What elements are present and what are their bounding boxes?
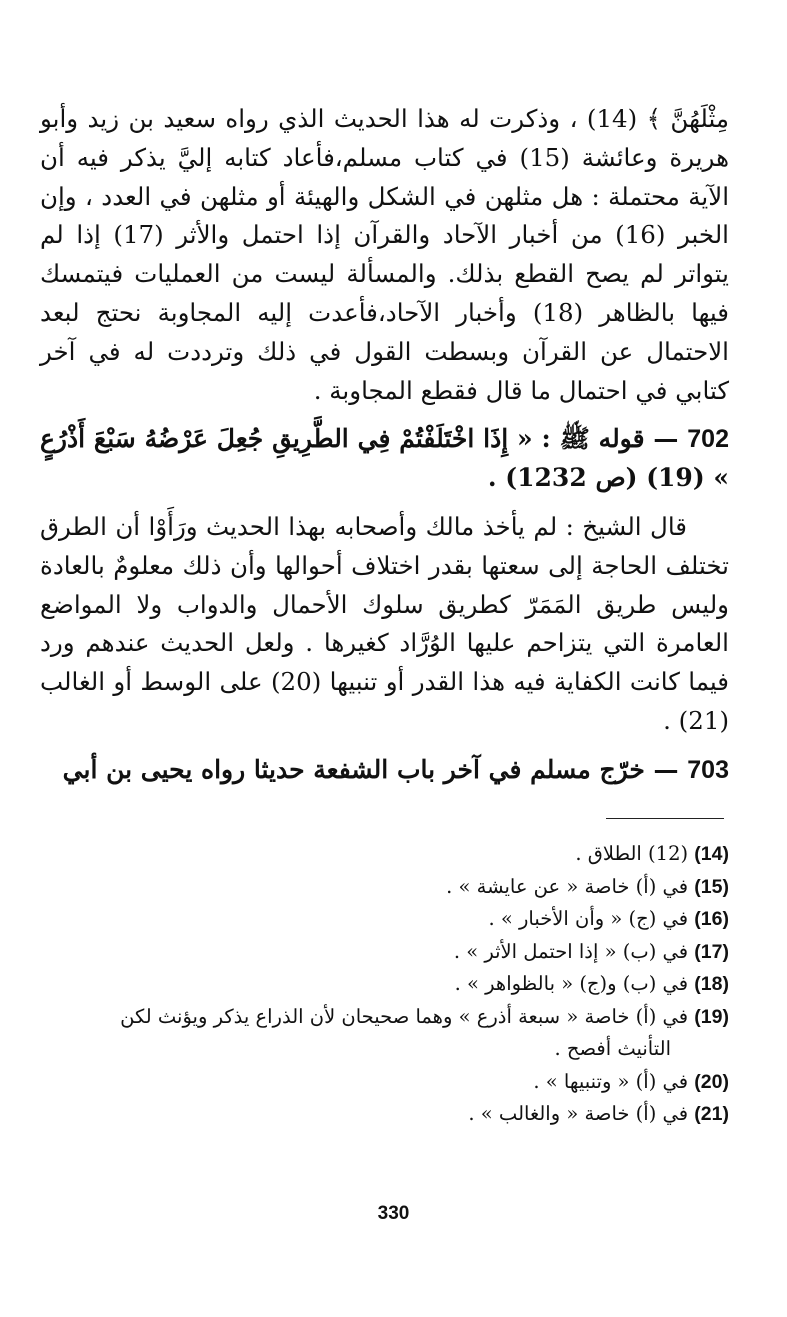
footnotes	[36, 838, 729, 1131]
footnote-text: في (أ) « وتنبيها » .	[533, 1069, 689, 1093]
footnote-19	[36, 1001, 729, 1066]
footnote-text: في (ب) « إذا احتمل الأثر » .	[453, 939, 689, 963]
entry-number-702: 702	[687, 425, 729, 454]
entry-number-703: 703	[687, 755, 729, 784]
footnote-text: في (أ) خاصة « والغالب » .	[468, 1102, 689, 1125]
paragraph-702-text: — قوله ﷺ : « إِذَا اخْتَلَفْتُمْ فِي الطَّرِيقِ جُعِلَ عَرْضُهُ سَبْعَ أَذْرُعٍ » (19) (ص 1232) .	[40, 424, 729, 493]
footnote-14	[36, 838, 729, 871]
paragraph-1	[40, 100, 729, 410]
footnote-text: في (أ) خاصة « عن عايشة » .	[446, 874, 689, 898]
footnote-number: (14)	[694, 843, 729, 865]
footnote-number: (20)	[694, 1070, 729, 1093]
footnote-separator	[606, 818, 724, 819]
footnote-20	[36, 1066, 729, 1099]
paragraph-702	[40, 420, 729, 498]
page-number: 330	[377, 1203, 410, 1224]
footnote-number: (19)	[694, 1005, 729, 1028]
footnote-15	[36, 871, 729, 904]
footnote-18	[36, 968, 729, 1001]
footnote-number: (18)	[694, 973, 729, 995]
footnote-text: (12) الطلاق .	[575, 842, 689, 865]
footnote-text: في (ب) و(ج) « بالظواهر » .	[454, 972, 689, 995]
paragraph-commentary-text: قال الشيخ : لم يأخذ مالك وأصحابه بهذا الحديث ورَأَوْا أن الطرق تختلف الحاجة إلى سعتها بقدر اختلاف أحوالها وأن ذلك معلومٌ بالعادة وليس طريق المَمَرّ كطريق سلوك الأحمال والدواب ولا المواضع العامرة التي يتزاحم عليها الوُرَّاد كغيرها . ولعل الحديث عندهم ورد فيما كانت الكفاية فيه هذا القدر أو تنبيها (20) على الوسط أو الغالب (21) .	[40, 511, 729, 735]
footnote-text: في (ج) « وأن الأخبار » .	[488, 907, 689, 930]
footnote-16	[36, 903, 729, 936]
footnote-number: (15)	[694, 875, 729, 898]
main-text	[40, 100, 729, 800]
footnote-continuation: التأنيث أفصح .	[554, 1037, 671, 1060]
footnote-number: (17)	[694, 940, 729, 963]
paragraph-commentary	[40, 508, 729, 741]
paragraph-703-text: — خرّج مسلم في آخر باب الشفعة حديثا رواه يحيى بن أبي	[62, 754, 679, 784]
paragraph-703	[40, 751, 729, 790]
footnote-number: (21)	[694, 1103, 729, 1125]
footnote-21	[36, 1098, 729, 1131]
footnote-17	[36, 936, 729, 969]
footnote-text: في (أ) خاصة « سبعة أذرع » وهما صحيحان لأن الذراع يذكر ويؤنث لكن	[120, 1004, 689, 1028]
paragraph-1-text: مِثْلَهُنَّ ﴾ (14) ، وذكرت له هذا الحديث الذي رواه سعيد بن زيد وأبو هريرة وعائشة (15) في كتاب مسلم،فأعاد كتابه إليَّ يذكر فيه أن الآية محتملة : هل مثلهن في الشكل والهيئة أو مثلهن في العدد ، وإن الخبر (16) من أخبار الآحاد والقرآن إذا احتمل والأثر (17) إذا لم يتواتر لم يصح القطع بذلك. والمسألة ليست من العمليات فيتمسك فيها بالظاهر (18) وأخبار الآحاد،فأعدت إليه المجاوبة نحتج لبعد الاحتمال عن القرآن وبسطت القول في ذلك وترددت له في آخر كتابي في احتمال ما قال فقطع المجاوبة .	[40, 104, 729, 405]
footnote-number: (16)	[694, 908, 729, 930]
